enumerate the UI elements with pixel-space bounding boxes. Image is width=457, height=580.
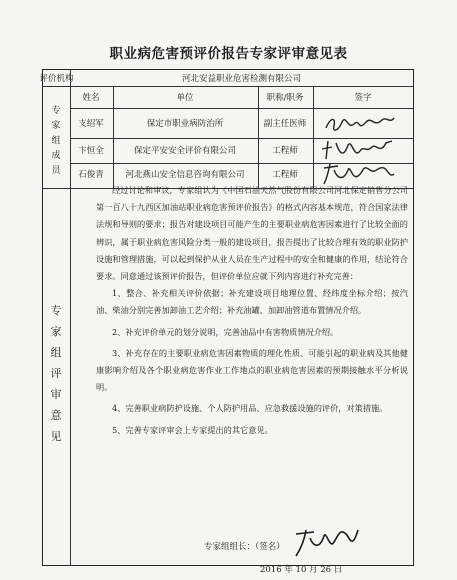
member-title: 工程师 [272, 146, 298, 156]
header-name: 姓名 [82, 93, 100, 103]
signature-1 [320, 110, 400, 140]
leader-signature [292, 524, 362, 562]
member-name: 石俊青 [78, 170, 104, 180]
leader-signature-label: 专家组组长：（签名） [204, 542, 285, 552]
opinion-paragraph: 1、整合、补充相关评价依据；补充建设项目地理位置、经纬度坐标介绍；按汽油、柴油分别完善加卸油工艺介绍；补充油罐、加卸油管道布置情况介绍。 [96, 288, 408, 316]
document-title: 职业病危害预评价报告专家评审意见表 [109, 46, 348, 62]
header-unit: 单位 [176, 93, 194, 103]
org-label: 评价机构 [39, 74, 74, 84]
member-title: 副主任医师 [263, 119, 307, 129]
member-title: 工程师 [272, 170, 298, 180]
review-date: 2016 年 10 月 26 日 [260, 565, 343, 575]
opinion-paragraph: 5、完善专家评审会上专家提出的其它意见。 [112, 424, 273, 435]
opinion-paragraph: 2、补充评价单元的划分说明，完善油品中有害物质情况介绍。 [112, 326, 339, 337]
member-unit: 保定市职业病防治所 [146, 119, 224, 129]
header-signature: 签字 [354, 93, 372, 103]
opinion-body [96, 182, 408, 439]
header-title: 职称/职务 [266, 93, 304, 103]
opinion-paragraph: 经过讨论和审议，专家组认为《中国石油天然气股份有限公司河北保定销售分公司第一百八十九西区加油站职业病危害预评价报告》的格式内容基本规范，符合国家法律法规和导则的要求；报告对建设项目可能产生的主要职业病危害因素进行了比较全面的辨识，属于职业病危害风险分类一般的建设项目，报告提出了比较合理有效的职业防护设施和管理措施，可以起到保护从业人员在生产过程中的安全和健康的作用，结论符合要求。同意通过该预评价报告，但评价单位应就下列内容进行补充完善： [96, 185, 408, 282]
member-name: 卞恒全 [78, 146, 104, 156]
org-value: 河北安益职业危害检测有限公司 [181, 74, 301, 84]
opinion-paragraph: 3、补充存在的主要职业病危害因素物质的理化性质、可能引起的职业病及其他健康影响介绍及各个职业病危害作业工作地点的职业病危害因素的预期接触水平分析说明。 [96, 347, 408, 393]
member-name: 支绍军 [78, 119, 104, 129]
member-unit: 河北燕山安全信息咨询有限公司 [125, 170, 245, 180]
member-unit: 保定平安安全评价有限公司 [133, 146, 236, 156]
opinion-paragraph: 4、完善职业病防护设施、个人防护用品、应急救援设施的评价，对策措施。 [112, 403, 388, 414]
expert-group-side-label: 专 家 组 成 员 [51, 106, 61, 176]
opinion-side-label: 专 家 组 评 审 意 见 [50, 304, 62, 443]
